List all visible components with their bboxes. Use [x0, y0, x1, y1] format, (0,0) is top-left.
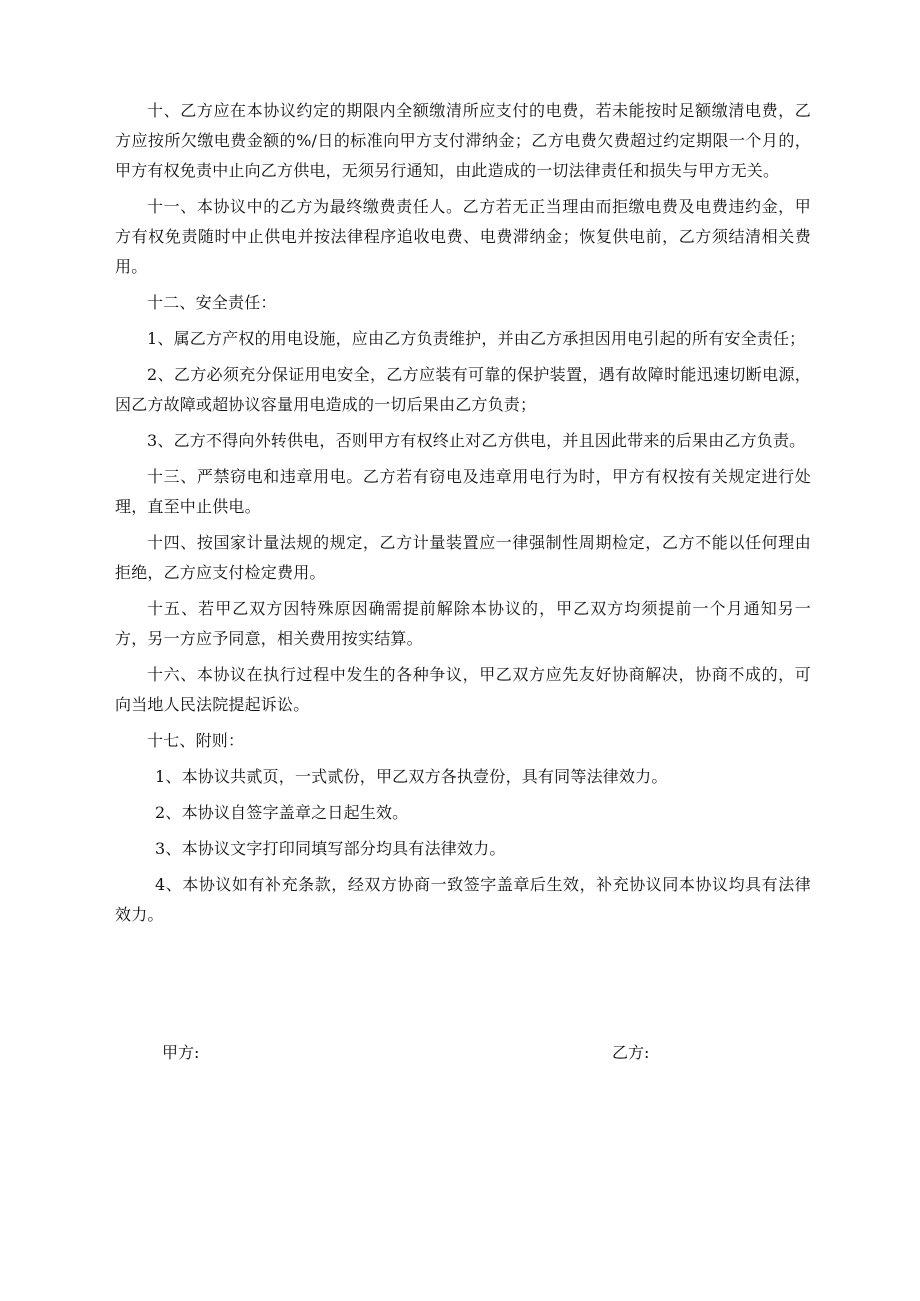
clause-12-item-1: 1、属乙方产权的用电设施，应由乙方负责维护，并由乙方承担因用电引起的所有安全责任； [147, 329, 806, 348]
clause-12-item-3: 3、乙方不得向外转供电，否则甲方有权终止对乙方供电，并且因此带来的后果由乙方负责。 [147, 431, 806, 450]
clause-12-heading: 十二、安全责任： [147, 293, 277, 312]
clause-10: 十、乙方应在本协议约定的期限内全额缴清所应支付的电费，若未能按时足额缴清电费，乙方应按所欠缴电费金额的%/日的标准向甲方支付滞纳金；乙方电费欠费超过约定期限一个月的，甲方有权免责中止向乙方供电，无须另行通知，由此造成的一切法律责任和损失与甲方无关。 [115, 101, 811, 180]
clause-15: 十五、若甲乙双方因特殊原因确需提前解除本协议的，甲乙双方均须提前一个月通知另一方，另一方应予同意，相关费用按实结算。 [115, 599, 811, 648]
clause-12-item-2: 2、乙方必须充分保证用电安全，乙方应装有可靠的保护装置，遇有故障时能迅速切断电源，因乙方故障或超协议容量用电造成的一切后果由乙方负责； [115, 365, 811, 414]
party-a-signature-label: 甲方: [162, 1043, 200, 1062]
clause-17-item-2: 2、本协议自签字盖章之日起生效。 [155, 803, 409, 822]
agreement-body [115, 96, 811, 936]
clause-17-item-1: 1、本协议共贰页，一式贰份，甲乙双方各执壹份，具有同等法律效力。 [155, 767, 668, 786]
clause-13: 十三、严禁窃电和违章用电。乙方若有窃电及违章用电行为时，甲方有权按有关规定进行处理，直至中止供电。 [115, 467, 811, 516]
clause-14: 十四、按国家计量法规的规定，乙方计量装置应一律强制性周期检定，乙方不能以任何理由拒绝，乙方应支付检定费用。 [115, 533, 811, 582]
clause-11: 十一、本协议中的乙方为最终缴费责任人。乙方若无正当理由而拒缴电费及电费违约金，甲方有权免责随时中止供电并按法律程序追收电费、电费滞纳金；恢复供电前，乙方须结清相关费用。 [115, 197, 811, 276]
clause-17-item-4: 4、本协议如有补充条款，经双方协商一致签字盖章后生效，补充协议同本协议均具有法律效力。 [115, 875, 811, 924]
clause-17-heading: 十七、附则： [147, 731, 245, 750]
clause-16: 十六、本协议在执行过程中发生的各种争议，甲乙双方应先友好协商解决，协商不成的，可向当地人民法院提起诉讼。 [115, 665, 811, 714]
party-b-signature-label: 乙方: [612, 1043, 650, 1062]
clause-17-item-3: 3、本协议文字打印同填写部分均具有法律效力。 [155, 839, 506, 858]
